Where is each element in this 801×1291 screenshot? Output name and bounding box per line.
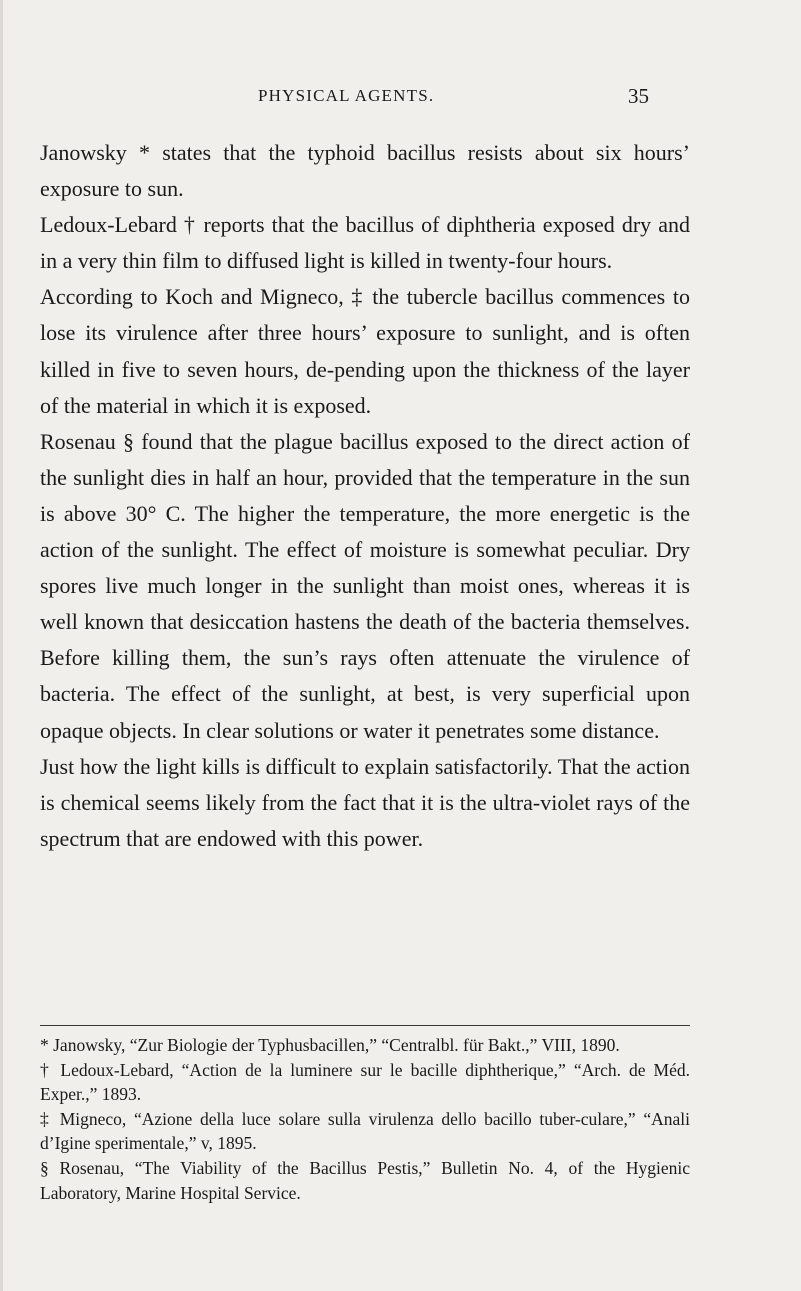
footnote-migneco: ‡ Migneco, “Azione della luce solare sulla virulenza dello bacillo tuber-culare,” “Anali d’Igine sperimentale,” v, 1895. <box>40 1108 690 1154</box>
footnote-janowsky: * Janowsky, “Zur Biologie der Typhusbacillen,” “Centralbl. für Bakt.,” VIII, 1890. <box>40 1035 620 1055</box>
footnotes <box>40 1033 690 1205</box>
body-text <box>40 135 690 857</box>
running-head: PHYSICAL AGENTS. <box>258 86 435 105</box>
footnote-rule <box>40 1025 690 1026</box>
page-number: 35 <box>628 84 649 108</box>
footnote-ledoux-lebard: † Ledoux-Lebard, “Action de la luminere sur le bacille diphtherique,” “Arch. de Méd. Exper.,” 1893. <box>40 1059 690 1105</box>
paragraph-light-kills: Just how the light kills is difficult to explain satisfactorily. That the action is chemical seems likely from the fact that it is the ultra-violet rays of the spectrum that are endowed with this power. <box>40 753 690 851</box>
page-edge <box>0 0 3 1291</box>
footnote-rosenau: § Rosenau, “The Viability of the Bacillus Pestis,” Bulletin No. 4, of the Hygienic Laboratory, Marine Hospital Service. <box>40 1157 690 1203</box>
paragraph-koch-migneco: According to Koch and Migneco, ‡ the tubercle bacillus commences to lose its virulence after three hours’ exposure to sunlight, and is often killed in five to seven hours, de-pending upon the thickness of the layer of the material in which it is exposed. <box>40 284 690 418</box>
paragraph-janowsky: Janowsky * states that the typhoid bacillus resists about six hours’ exposure to sun. <box>40 140 690 202</box>
paragraph-ledoux-lebard: Ledoux-Lebard † reports that the bacillus of diphtheria exposed dry and in a very thin film to diffused light is killed in twenty-four hours. <box>40 212 690 274</box>
paragraph-rosenau: Rosenau § found that the plague bacillus exposed to the direct action of the sunlight dies in half an hour, provided that the temperature in the sun is above 30° C. The higher the temperature, the more energetic is the action of the sunlight. The effect of moisture is somewhat peculiar. Dry spores live much longer in the sunlight than moist ones, whereas it is well known that desiccation hastens the death of the bacteria themselves. Before killing them, the sun’s rays often attenuate the virulence of bacteria. The effect of the sunlight, at best, is very superficial upon opaque objects. In clear solutions or water it penetrates some distance. <box>40 428 690 743</box>
